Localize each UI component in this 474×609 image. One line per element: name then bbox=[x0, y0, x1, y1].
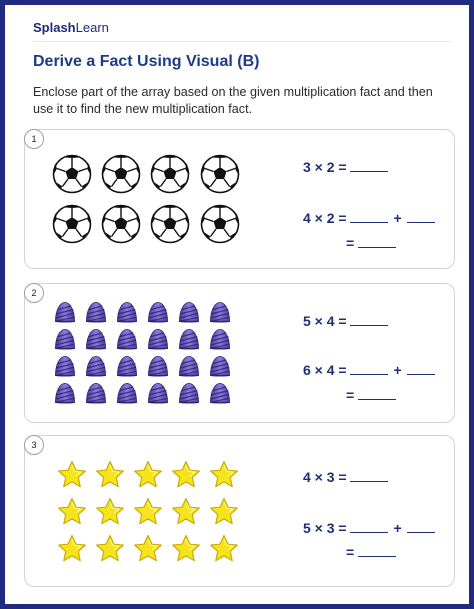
brand-logo bbox=[33, 20, 109, 35]
cone-grid bbox=[53, 300, 253, 412]
star-grid bbox=[57, 460, 247, 565]
answer-blank[interactable] bbox=[350, 212, 388, 223]
equals-sign: = bbox=[346, 235, 355, 251]
total-line bbox=[346, 544, 396, 560]
new-fact-text: 4 × 2 = bbox=[303, 210, 347, 226]
answer-blank[interactable] bbox=[407, 522, 435, 533]
new-fact bbox=[303, 362, 435, 378]
given-fact bbox=[303, 313, 388, 329]
brand-part1: Splash bbox=[33, 20, 76, 35]
equals-sign: = bbox=[346, 544, 355, 560]
star-array bbox=[57, 460, 247, 570]
new-fact-text: 5 × 3 = bbox=[303, 520, 347, 536]
given-fact bbox=[303, 469, 388, 485]
answer-blank[interactable] bbox=[358, 389, 396, 400]
answer-blank[interactable] bbox=[350, 161, 388, 172]
problem-number: 3 bbox=[24, 435, 44, 455]
problem-number: 1 bbox=[24, 129, 44, 149]
brand-part2: Learn bbox=[75, 20, 109, 35]
answer-blank[interactable] bbox=[358, 546, 396, 557]
answer-blank[interactable] bbox=[350, 522, 388, 533]
given-fact-text: 4 × 3 = bbox=[303, 469, 347, 485]
plus-sign: + bbox=[393, 210, 402, 226]
new-fact bbox=[303, 210, 435, 226]
answer-blank[interactable] bbox=[350, 364, 388, 375]
problem-number: 2 bbox=[24, 283, 44, 303]
equals-sign: = bbox=[346, 387, 355, 403]
given-fact bbox=[303, 159, 388, 175]
header-divider bbox=[33, 41, 451, 42]
soccer-ball-grid bbox=[52, 154, 242, 249]
page-title: Derive a Fact Using Visual (B) bbox=[33, 53, 260, 70]
cone-array bbox=[53, 300, 253, 417]
given-fact-text: 3 × 2 = bbox=[303, 159, 347, 175]
answer-blank[interactable] bbox=[407, 364, 435, 375]
total-line bbox=[346, 235, 396, 251]
answer-blank[interactable] bbox=[358, 237, 396, 248]
problem-card-2 bbox=[24, 283, 455, 423]
answer-blank[interactable] bbox=[407, 212, 435, 223]
new-fact-text: 6 × 4 = bbox=[303, 362, 347, 378]
instructions: Enclose part of the array based on the given multiplication fact and then use it to find the new multiplication fact. bbox=[33, 85, 433, 116]
problem-card-1 bbox=[24, 129, 455, 269]
answer-blank[interactable] bbox=[350, 471, 388, 482]
worksheet-page bbox=[5, 5, 469, 604]
total-line bbox=[346, 387, 396, 403]
soccer-ball-array bbox=[52, 154, 242, 254]
problem-card-3 bbox=[24, 435, 455, 587]
plus-sign: + bbox=[393, 520, 402, 536]
answer-blank[interactable] bbox=[350, 315, 388, 326]
plus-sign: + bbox=[393, 362, 402, 378]
new-fact bbox=[303, 520, 435, 536]
given-fact-text: 5 × 4 = bbox=[303, 313, 347, 329]
